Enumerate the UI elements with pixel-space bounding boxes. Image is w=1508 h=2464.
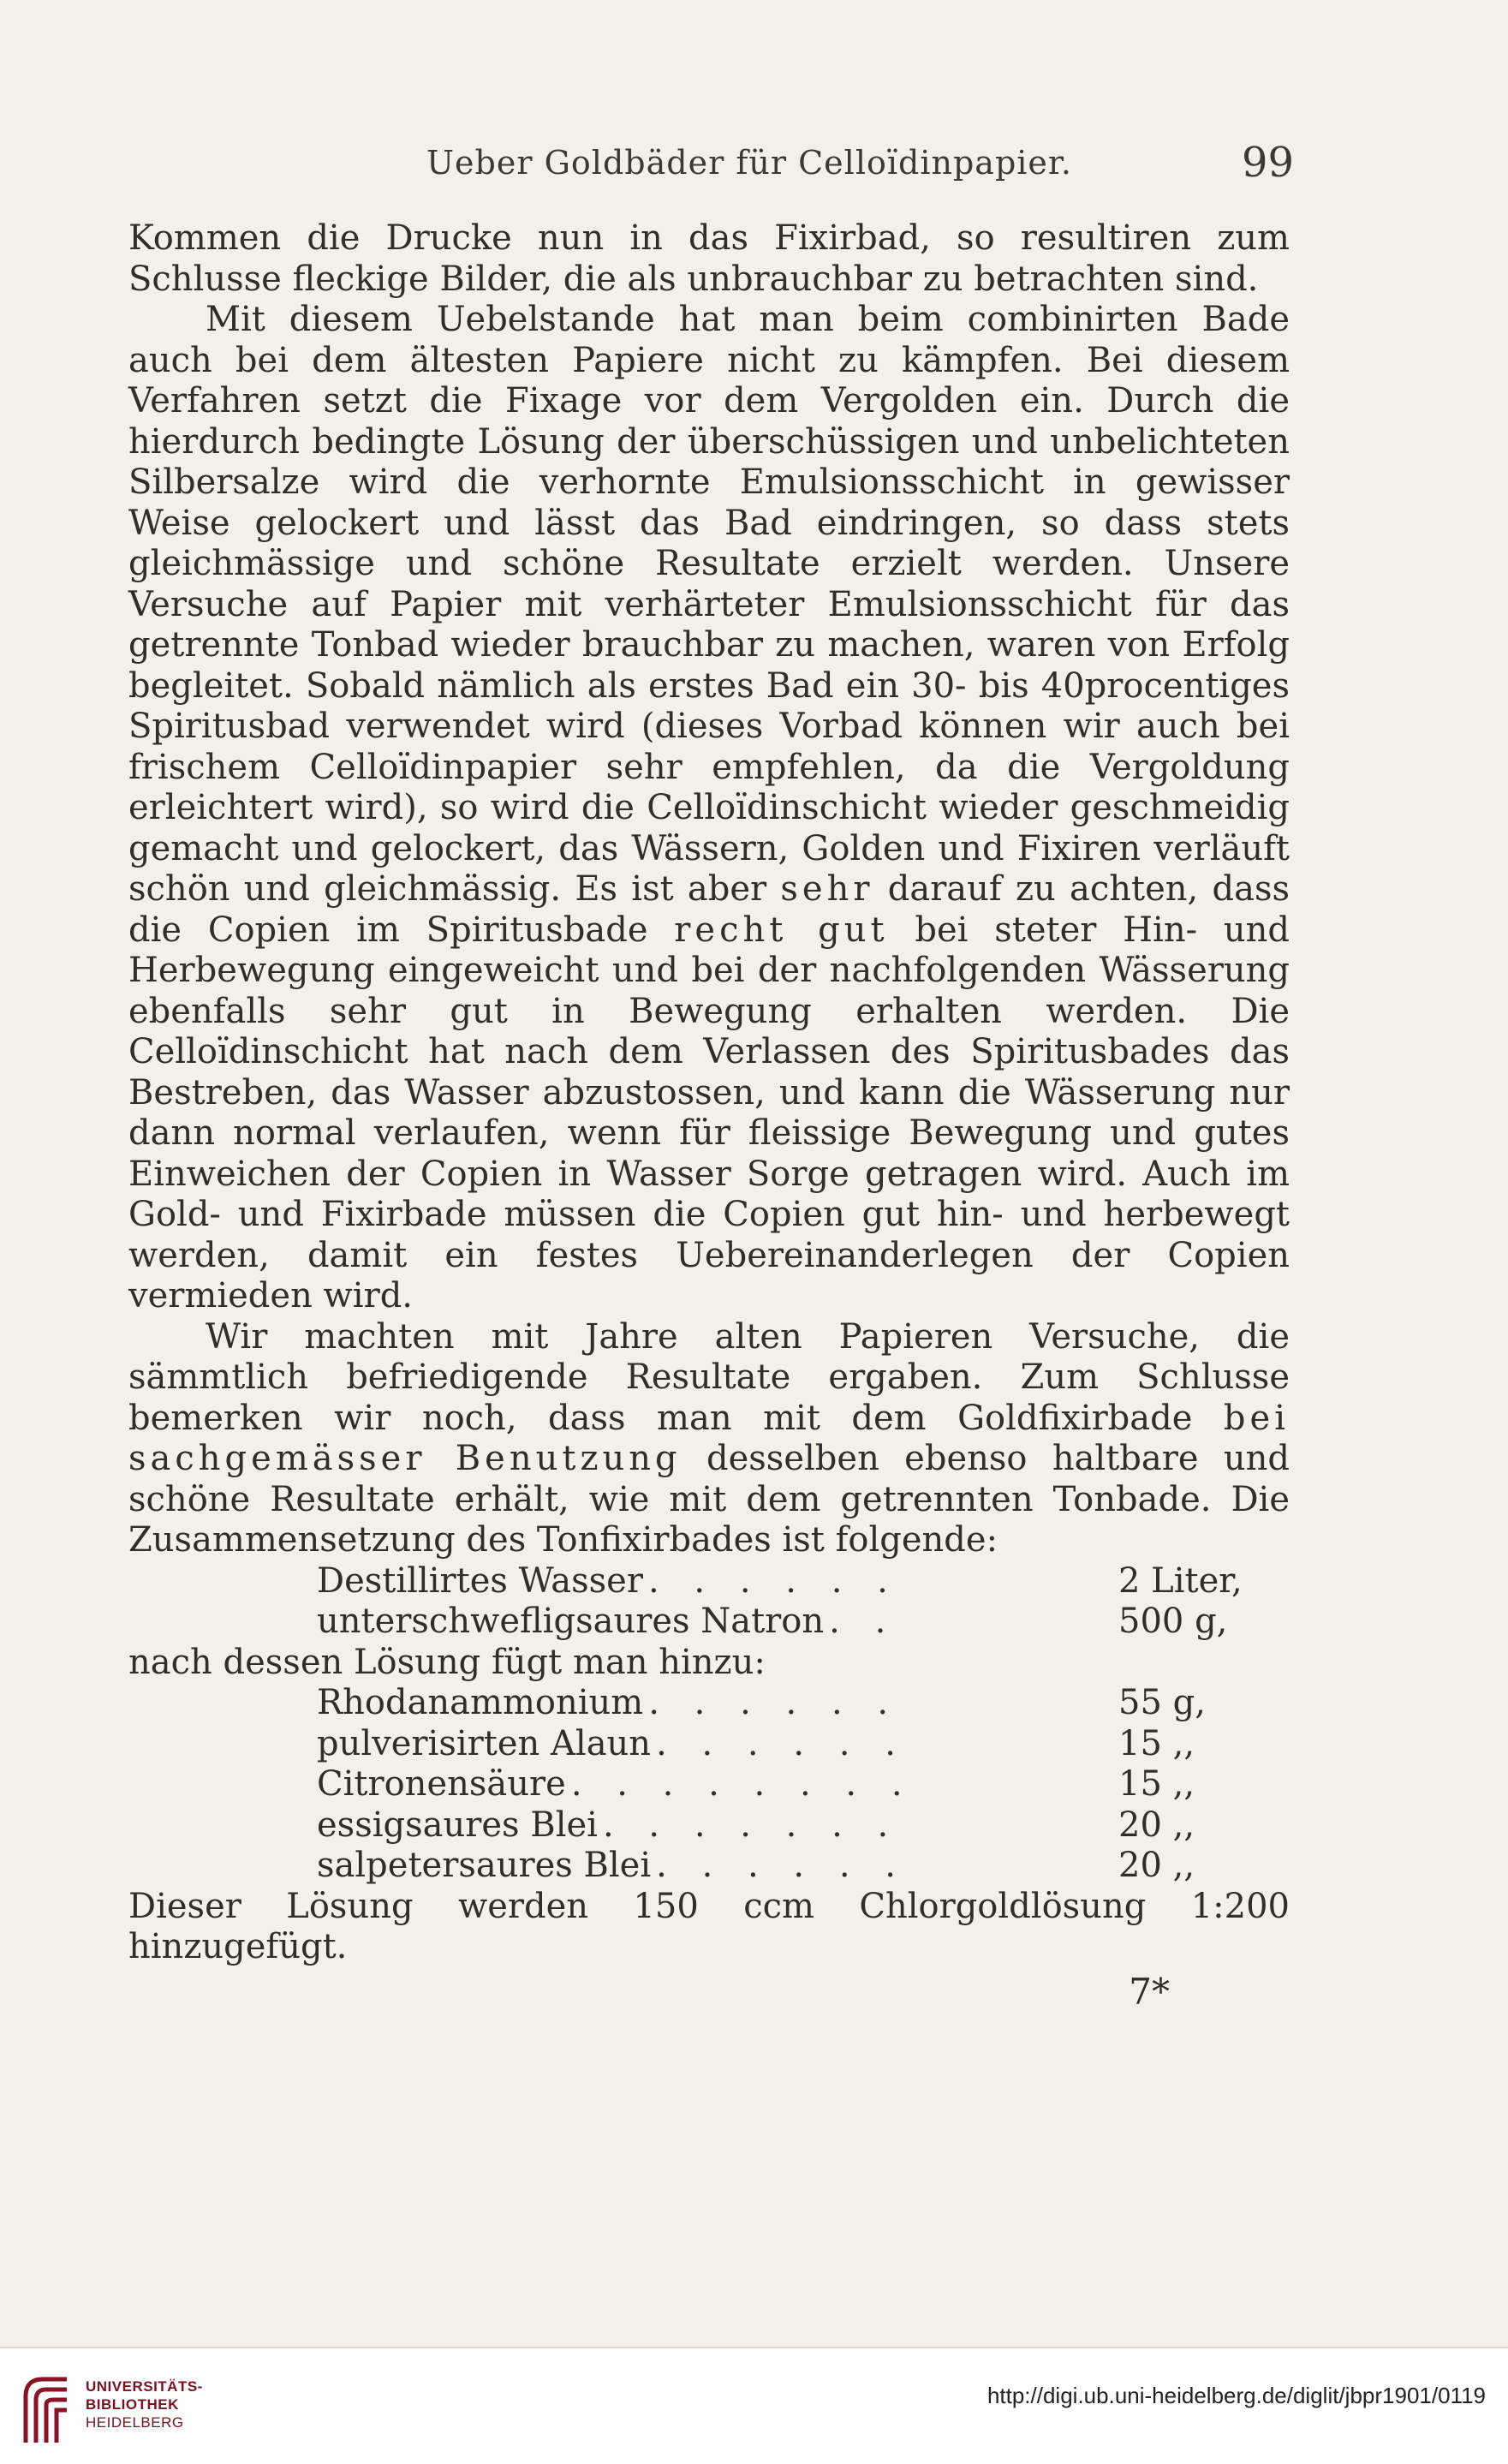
- recipe-additions: [317, 1683, 1290, 1887]
- leader-dots: . . . . . .: [648, 1683, 901, 1722]
- paragraph-2-part-b: darauf zu achten, dass die Copien im Spiritusbade: [128, 869, 1290, 950]
- ingredient-amount: 2 Liter,: [1118, 1560, 1243, 1601]
- library-name-line-3: HEIDELBERG: [86, 2414, 184, 2431]
- leader-dots: . . . . . .: [647, 1560, 900, 1601]
- recipe-row: [317, 1602, 1290, 1643]
- ingredient-amount: 15 ,,: [1118, 1723, 1195, 1763]
- paragraph-2-part-a: Mit diesem Uebelstande hat man beim combinirten Bade auch bei dem ältesten Papiere nicht zu kämpfen. Bei diesem Verfahren setzt die Fixage vor dem Vergolden ein. Durch die hierdurch bedingte Lösung der überschüssigen und unbelichteten Silbersalze wird die verhornte Emulsionsschicht in gewisser Weise gelockert und lässt das Bad eindringen, so dass stets gleichmässige und schöne Resultate erzielt werden. Unsere Versuche auf Papier mit verhärteter Emulsionsschicht für das getrennte Tonbad wieder brauchbar zu machen, waren von Erfolg begleitet. Sobald nämlich als erstes Bad ein 30- bis 40procentiges Spiritusbad verwendet wird (dieses Vorbad können wir auch bei frischem Celloïdinpapier sehr empfehlen, da die Vergoldung erleichtert wird), so wird die Celloïdinschicht wieder geschmeidig gemacht und gelockert, das Wässern, Golden und Fixiren verläuft schön und gleichmässig. Es ist aber: [128, 300, 1290, 909]
- recipe-base: [317, 1561, 1290, 1643]
- leader-dots: . .: [829, 1602, 898, 1641]
- leader-dots: . . . . . .: [656, 1723, 908, 1763]
- page-header: [0, 139, 1508, 204]
- emphasis-sehr: sehr: [780, 869, 874, 909]
- paragraph-2-part-c: bei steter Hin- und Herbewegung eingeweicht und bei der nachfolgenden Wässerung ebenfalls sehr gut in Bewegung erhalten werden. Die Celloïdinschicht hat nach dem Verlassen des Spiritusbades das Bestreben, das Wasser abzustossen, und kann die Wässerung nur dann normal verlaufen, wenn für fleissige Bewegung und gutes Einweichen der Copien in Wasser Sorge getragen wird. Auch im Gold- und Fixirbade müssen die Copien gut hin- und herbewegt werden, damit ein festes Uebereinanderlegen der Copien vermieden wird.: [128, 910, 1290, 1316]
- leader-dots: . . . . . .: [656, 1846, 909, 1885]
- library-name-line-1: UNIVERSITÄTS-: [86, 2378, 203, 2395]
- recipe-row: [317, 1846, 1290, 1887]
- recipe-row: [317, 1683, 1290, 1724]
- leader-dots: . . . . . . .: [602, 1805, 901, 1845]
- paragraph-4: Dieser Lösung werden 150 ccm Chlorgoldlösung 1:200 hinzugefügt.: [128, 1886, 1290, 1966]
- ingredient-name: pulverisirten Alaun: [317, 1723, 652, 1763]
- leader-dots: . . . . . . . .: [570, 1764, 915, 1804]
- signature-mark: 7*: [1129, 1970, 1170, 2013]
- emphasis-recht-gut: recht gut: [674, 910, 889, 950]
- library-footer: [0, 2347, 1508, 2464]
- library-logo-icon: [19, 2371, 74, 2446]
- recipe-row: [317, 1764, 1290, 1805]
- paragraph-1: Kommen die Drucke nun in das Fixirbad, so resultiren zum Schlusse fleckige Bilder, die als unbrauchbar zu betrachten sind.: [128, 218, 1290, 299]
- paragraph-3-part-a: Wir machten mit Jahre alten Papieren Versuche, die sämmtlich befriedigende Resultate ergaben. Zum Schlusse bemerken wir noch, dass man mit dem Goldfixirbade: [128, 1316, 1290, 1438]
- running-title: Ueber Goldbäder für Celloïdinpapier.: [426, 144, 1072, 182]
- ingredient-amount: 20 ,,: [1118, 1846, 1195, 1885]
- ingredient-name: Destillirtes Wasser: [317, 1560, 643, 1601]
- ingredient-amount: 55 g,: [1118, 1683, 1206, 1722]
- paragraph-2: [128, 300, 1290, 1317]
- ingredient-amount: 500 g,: [1118, 1602, 1228, 1641]
- emphasis-sachgemaesser: bei sachgemässer Benutzung: [128, 1398, 1290, 1478]
- recipe-row: [317, 1724, 1290, 1765]
- page-number: 99: [1242, 139, 1295, 187]
- paragraph-3-part-b: desselben ebenso haltbare und schöne Resultate erhält, wie mit dem getrennten Tonbade. Die Zusammensetzung des Tonfixirbades ist folgende:: [128, 1439, 1290, 1560]
- library-name-line-2: BIBLIOTHEK: [86, 2396, 179, 2413]
- ingredient-name: essigsaures Blei: [317, 1805, 598, 1845]
- paragraph-3: [128, 1317, 1290, 1561]
- body-text: [128, 218, 1290, 2012]
- ingredient-name: Citronensäure: [317, 1764, 566, 1804]
- ingredient-amount: 20 ,,: [1118, 1805, 1195, 1845]
- ingredient-amount: 15 ,,: [1118, 1764, 1195, 1804]
- recipe-row: [317, 1561, 1290, 1602]
- ingredient-name: Rhodanammonium: [317, 1683, 644, 1722]
- ingredient-name: salpetersaures Blei: [317, 1846, 652, 1885]
- source-url-link[interactable]: http://digi.ub.uni-heidelberg.de/diglit/jbpr1901/0119: [986, 2383, 1486, 2408]
- recipe-row: [317, 1805, 1290, 1847]
- library-name: [86, 2377, 203, 2431]
- between-line: nach dessen Lösung fügt man hinzu:: [128, 1642, 766, 1682]
- ingredient-name: unterschwefligsaures Natron: [317, 1602, 825, 1641]
